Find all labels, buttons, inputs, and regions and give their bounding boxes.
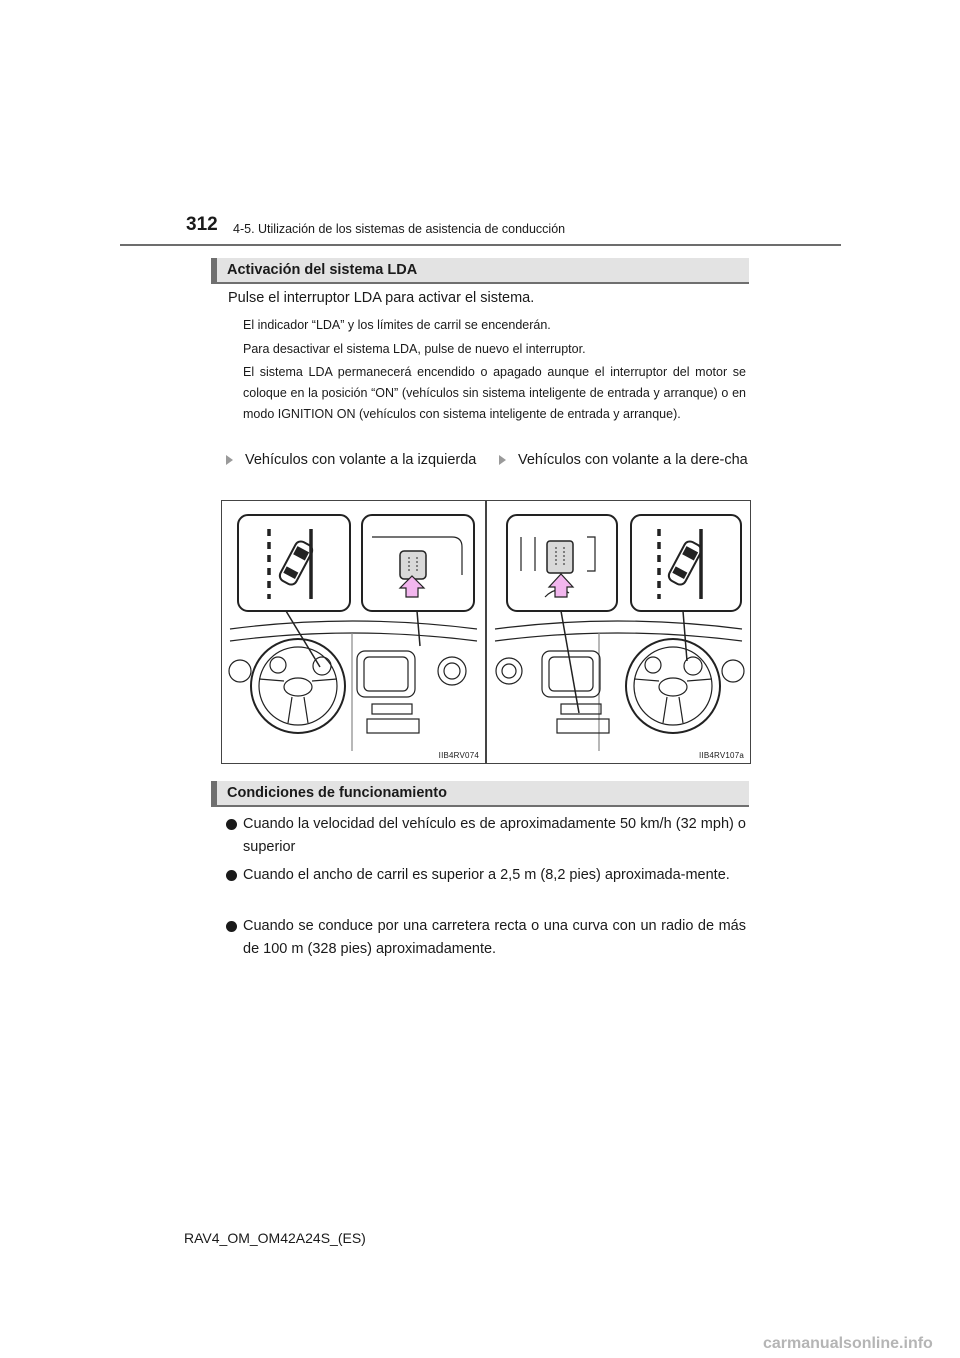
chapter-title: 4-5. Utilización de los sistemas de asistencia de conducción [233, 222, 566, 236]
triangle-bullet-icon [499, 455, 506, 465]
section-title-activation: Activación del sistema LDA [227, 262, 418, 278]
variant-left-label: Vehículos con volante a la izquierda [245, 452, 477, 468]
bullet-dot-icon [226, 870, 237, 881]
condition-road-curve: Cuando se conduce por una carretera recta o una curva con un radio de más de 100 m (328 pies) aproximadamente. [243, 918, 746, 957]
watermark: carmanualsonline.info [763, 1335, 933, 1352]
image-code-right: IIB4RV107a [699, 751, 744, 760]
dashboard-left-drawing [222, 501, 485, 763]
note-persistence: El sistema LDA permanecerá encendido o apagado aunque el interruptor del motor se coloque en la posición “ON” (vehículos sin sistema inteligente de entrada y arranque) o en modo IGNITION ON (vehículos con sistema inteligente de entrada y arranque). [243, 365, 746, 421]
page-number: 312 [186, 214, 218, 235]
condition-speed: Cuando la velocidad del vehículo es de aproximadamente 50 km/h (32 mph) o superior [243, 816, 746, 855]
illustration-right-hand-drive [486, 500, 751, 764]
section-heading-activation [211, 258, 749, 282]
variant-right-label: Vehículos con volante a la dere-cha [518, 452, 748, 468]
illustration-left-hand-drive [221, 500, 486, 764]
note-indicator: El indicador “LDA” y los límites de carril se encenderán. [243, 318, 551, 332]
triangle-bullet-icon [226, 455, 233, 465]
bullet-dot-icon [226, 921, 237, 932]
dashboard-right-drawing [487, 501, 750, 763]
section-underline [211, 282, 749, 284]
section-title-conditions: Condiciones de funcionamiento [227, 785, 447, 801]
bullet-dot-icon [226, 819, 237, 830]
header-divider [120, 244, 841, 246]
model-code: RAV4_OM_OM42A24S_(ES) [184, 1230, 366, 1246]
instruction-text: Pulse el interruptor LDA para activar el sistema. [228, 290, 535, 306]
section-underline [211, 805, 749, 807]
condition-lane-width: Cuando el ancho de carril es superior a 2,5 m (8,2 pies) aproximada-mente. [243, 867, 730, 883]
section-heading-conditions [211, 781, 749, 805]
note-deactivate: Para desactivar el sistema LDA, pulse de nuevo el interruptor. [243, 342, 586, 356]
image-code-left: IIB4RV074 [438, 751, 479, 760]
